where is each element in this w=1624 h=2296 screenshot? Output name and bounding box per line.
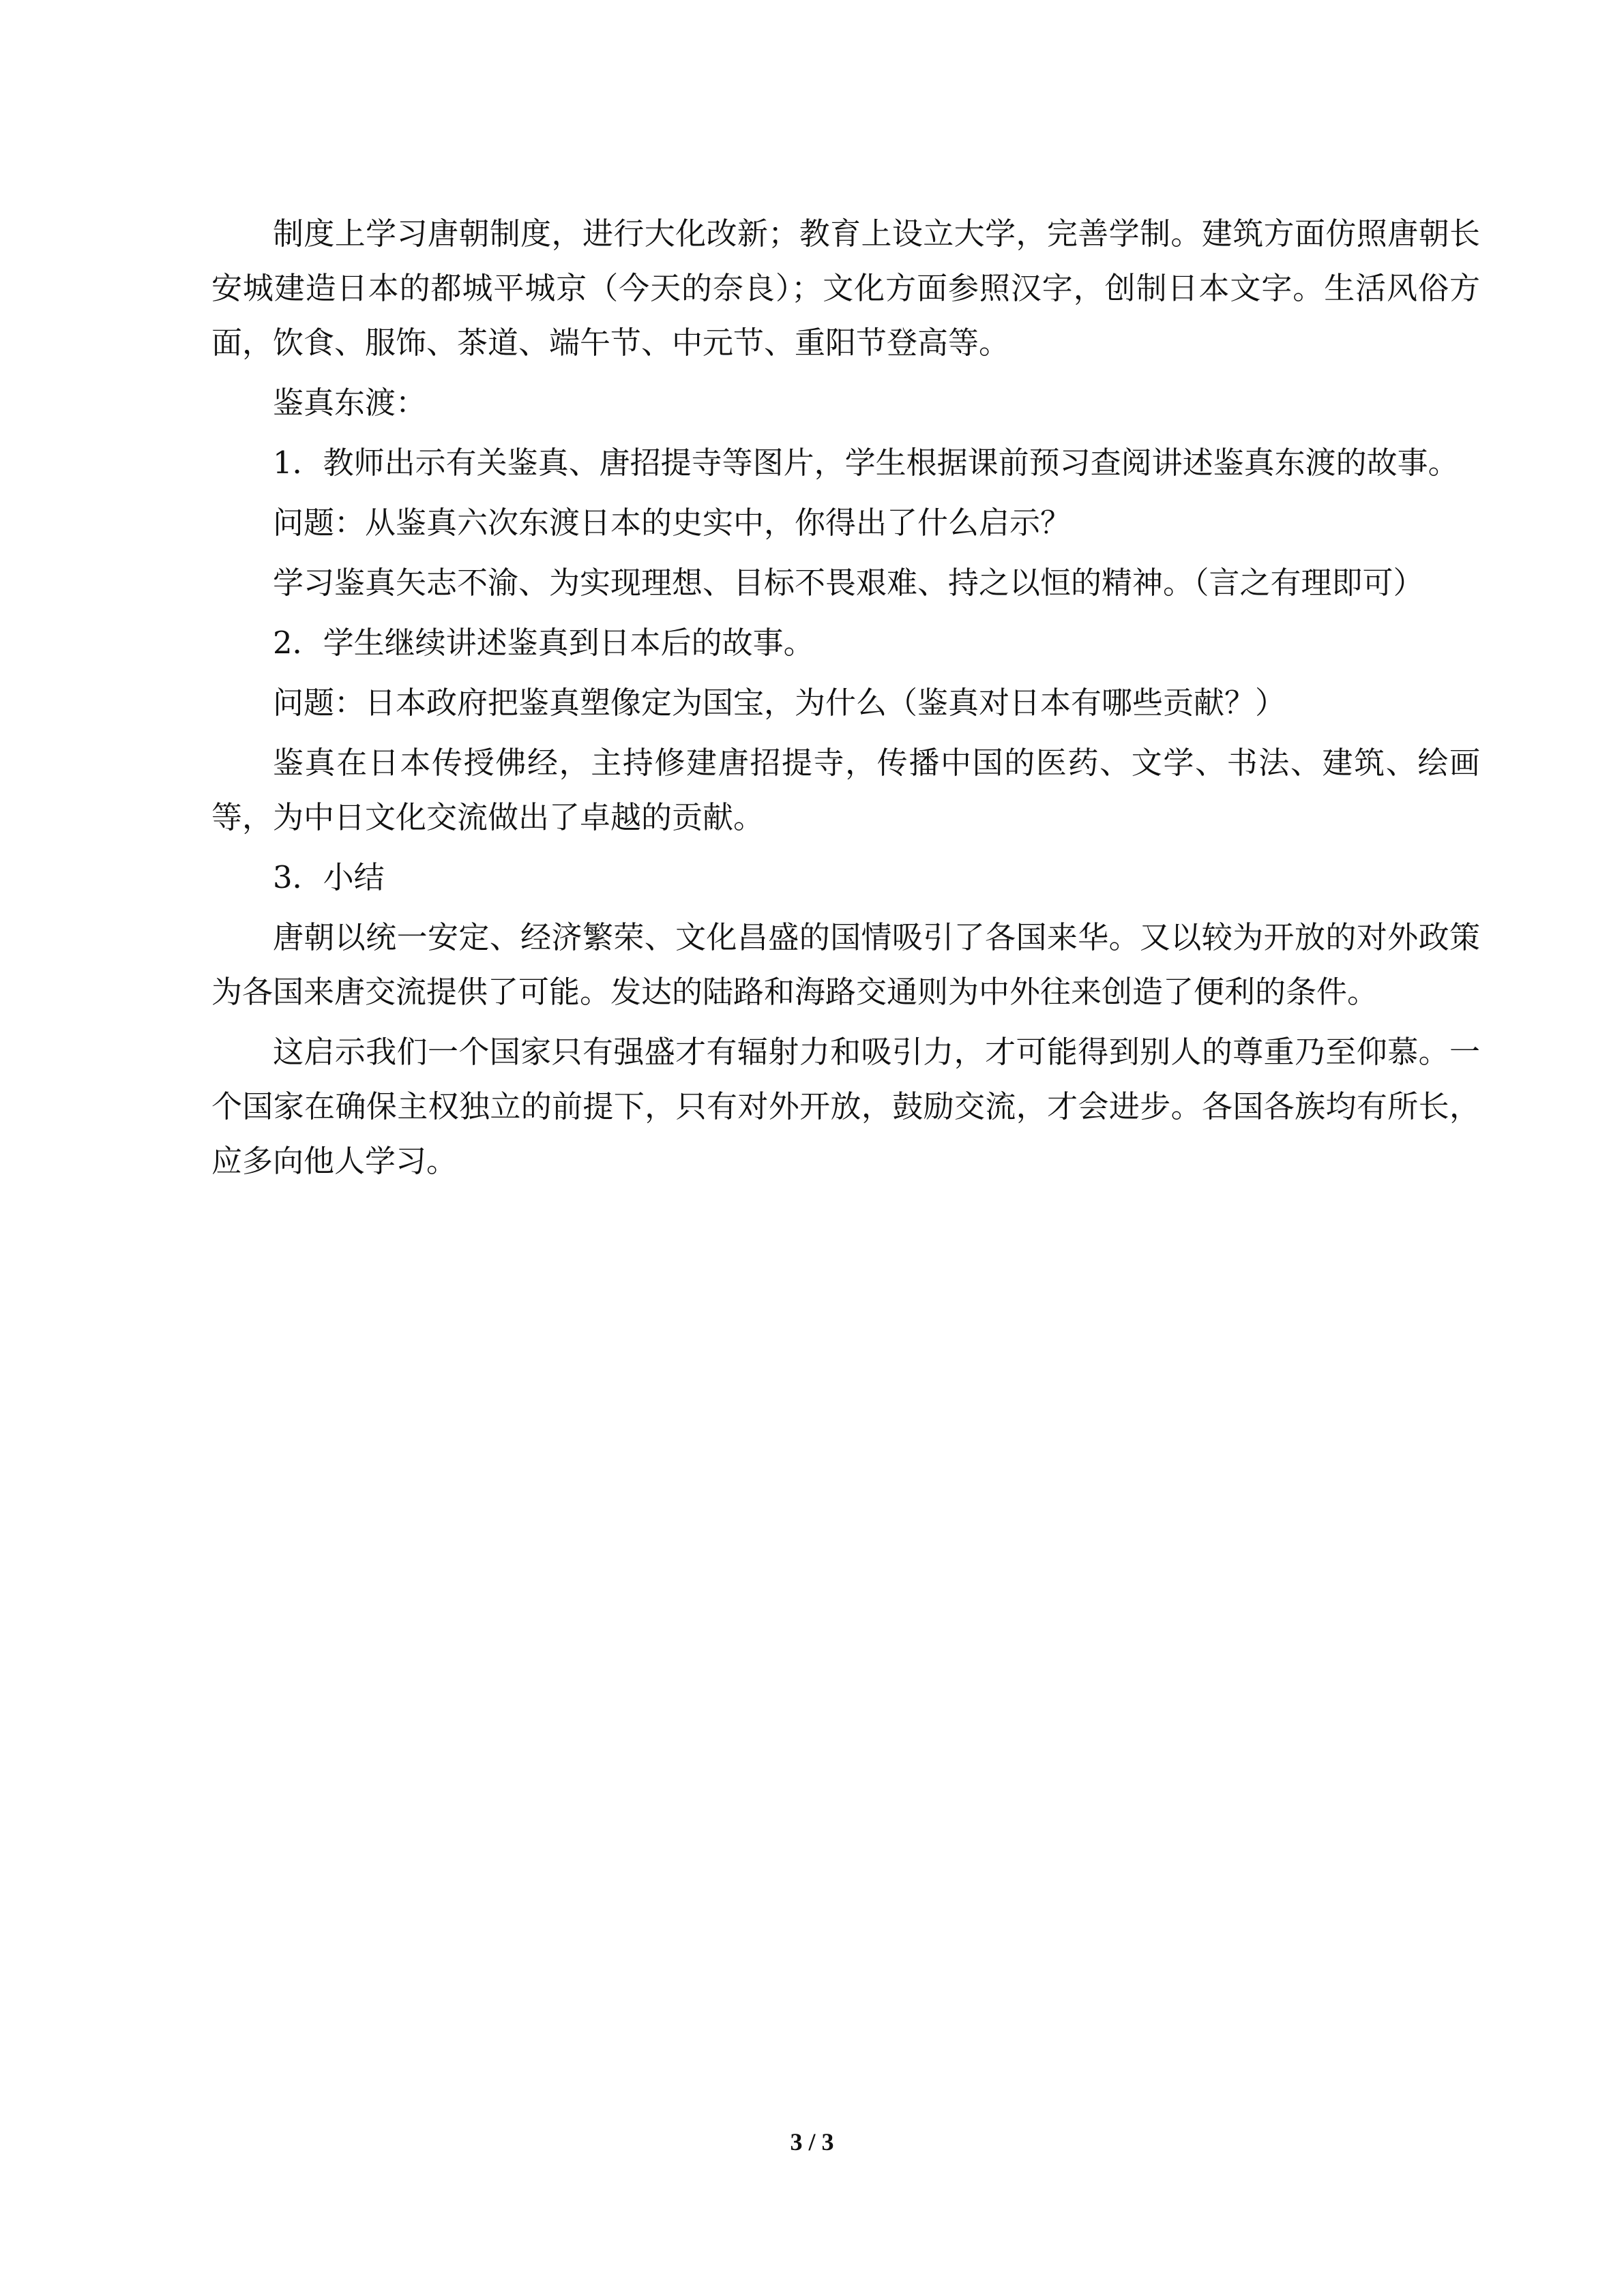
paragraph-question-1: 问题：从鉴真六次东渡日本的史实中，你得出了什么启示？ bbox=[273, 505, 1072, 541]
paragraph-summary-1: 唐朝以统一安定、经济繁荣、文化昌盛的国情吸引了各国来华。又以较为开放的对外政策为各国来唐交流提供了可能。发达的陆路和海路交通则为中外往来创造了便利的条件。 bbox=[211, 919, 1480, 1010]
paragraph-japan-learning: 制度上学习唐朝制度，进行大化改新；教育上设立大学，完善学制。建筑方面仿照唐朝长安城建造日本的都城平城京（今天的奈良）；文化方面参照汉字，创制日本文字。生活风俗方面，饮食、服饰、茶道、端午节、中元节、重阳节登高等。 bbox=[211, 215, 1480, 361]
paragraph-step-1: 1．教师出示有关鉴真、唐招提寺等图片，学生根据课前预习查阅讲述鉴真东渡的故事。 bbox=[273, 445, 1459, 481]
paragraph-answer-2: 鉴真在日本传授佛经，主持修建唐招提寺，传播中国的医药、文学、书法、建筑、绘画等，为中日文化交流做出了卓越的贡献。 bbox=[211, 745, 1480, 835]
heading-jianzhen-voyage: 鉴真东渡： bbox=[273, 385, 427, 421]
paragraph-answer-1: 学习鉴真矢志不渝、为实现理想、目标不畏艰难、持之以恒的精神。（言之有理即可） bbox=[273, 565, 1424, 601]
document-body bbox=[211, 207, 1480, 1194]
page-number: 3 / 3 bbox=[790, 2128, 834, 2156]
paragraph-summary-2: 这启示我们一个国家只有强盛才有辐射力和吸引力，才可能得到别人的尊重乃至仰慕。一个国家在确保主权独立的前提下，只有对外开放，鼓励交流，才会进步。各国各族均有所长，应多向他人学习。 bbox=[211, 1034, 1480, 1179]
paragraph-question-2: 问题：日本政府把鉴真塑像定为国宝，为什么（鉴真对日本有哪些贡献？） bbox=[273, 685, 1286, 721]
paragraph-step-2: 2．学生继续讲述鉴真到日本后的故事。 bbox=[273, 625, 814, 661]
paragraph-summary-heading: 3．小结 bbox=[273, 859, 385, 895]
